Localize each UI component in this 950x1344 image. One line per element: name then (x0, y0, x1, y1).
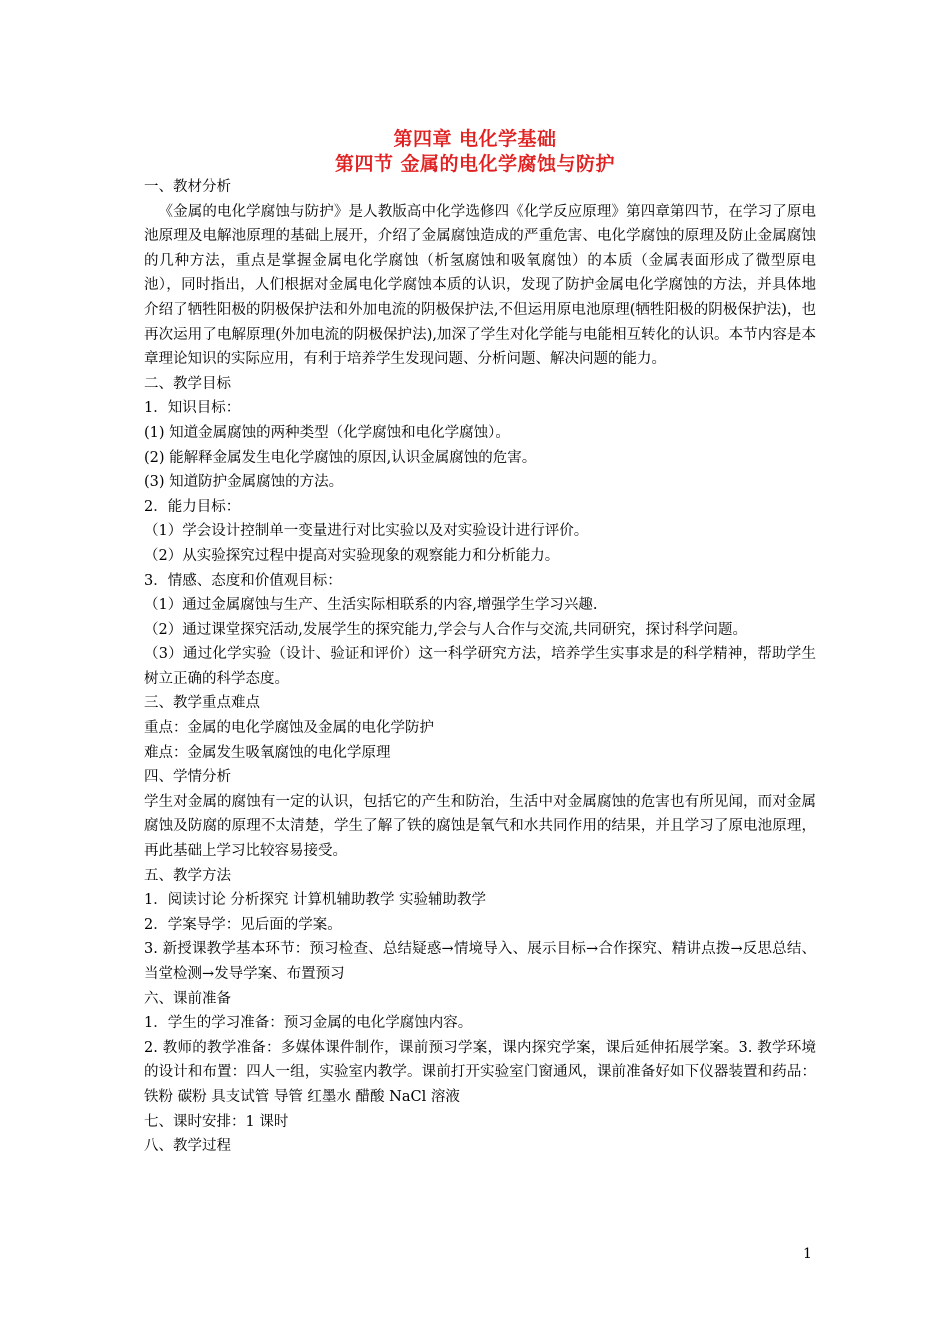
subheading-knowledge-goals: 1．知识目标： (144, 400, 241, 417)
paragraph-textbook-analysis: 《金属的电化学腐蚀与防护》是人教版高中化学选修四《化学反应原理》第四章第四节，在学习了原电池原理及电解池原理的基础上展开，介绍了金属腐蚀造成的严重危害、电化学腐蚀的原理及防止金属腐蚀的几种方法，重点是掌握金属电化学腐蚀（析氢腐蚀和吸氧腐蚀）的本质（金属表面形成了微型原电池），同时指出，人们根据对金属电化学腐蚀本质的认识，发现了防护金属电化学腐蚀的方法，并具体地介绍了牺牲阳极的阴极保护法和外加电流的阴极保护法,不但运用原电池原理(牺牲阳极的阴极保护法)，也再次运用了电解原理(外加电流的阴极保护法),加深了学生对化学能与电能相互转化的认识。本节内容是本章理论知识的实际应用，有利于培养学生发现问题、分析问题、解决问题的能力。 (144, 203, 816, 368)
list-item: （3）通过化学实验（设计、验证和评价）这一科学研究方法，培养学生实事求是的科学精神，帮助学生树立正确的科学态度。 (144, 646, 816, 687)
subheading-ability-goals: 2．能力目标： (144, 498, 241, 515)
page-number: 1 (803, 1246, 812, 1262)
list-item: (3) 知道防护金属腐蚀的方法。 (144, 474, 344, 491)
heading-student-analysis: 四、学情分析 (144, 769, 231, 786)
list-item: (1) 知道金属腐蚀的两种类型（化学腐蚀和电化学腐蚀）。 (144, 424, 510, 441)
heading-schedule: 七、课时安排：1 课时 (144, 1113, 289, 1130)
key-point: 重点：金属的电化学腐蚀及金属的电化学防护 (144, 720, 434, 737)
document-body (144, 175, 816, 1159)
heading-teaching-goals: 二、教学目标 (144, 375, 231, 392)
subheading-attitude-goals: 3．情感、态度和价值观目标： (144, 572, 342, 589)
list-item: 2．学案导学：见后面的学案。 (144, 916, 342, 933)
list-item: 1．阅读讨论 分析探究 计算机辅助教学 实验辅助教学 (144, 892, 487, 909)
list-item: 1．学生的学习准备：预习金属的电化学腐蚀内容。 (144, 1015, 473, 1032)
list-item: （2）通过课堂探究活动,发展学生的探究能力,学会与人合作与交流,共同研究，探讨科学问题。 (144, 621, 748, 638)
list-item: 2. 教师的教学准备：多媒体课件制作，课前预习学案，课内探究学案，课后延伸拓展学案。3. 教学环境的设计和布置：四人一组，实验室内教学。课前打开实验室门窗通风，课前准备好如下仪器装置和药品：铁粉 碳粉 具支试管 导管 红墨水 醋酸 NaCl 溶液 (144, 1039, 816, 1105)
heading-teaching-process: 八、教学过程 (144, 1138, 231, 1155)
chapter-title: 第四章 电化学基础 (393, 128, 557, 150)
list-item: (2) 能解释金属发生电化学腐蚀的原因,认识金属腐蚀的危害。 (144, 449, 537, 466)
difficult-point: 难点：金属发生吸氧腐蚀的电化学原理 (144, 744, 391, 761)
list-item: 3. 新授课教学基本环节：预习检查、总结疑惑→情境导入、展示目标→合作探究、精讲点拨→反思总结、当堂检测→发导学案、布置预习 (144, 941, 816, 982)
list-item: （1）通过金属腐蚀与生产、生活实际相联系的内容,增强学生学习兴趣. (144, 597, 598, 614)
heading-teaching-methods: 五、教学方法 (144, 867, 231, 884)
list-item: （1）学会设计控制单一变量进行对比实验以及对实验设计进行评价。 (144, 523, 589, 540)
heading-key-points: 三、教学重点难点 (144, 695, 260, 712)
section-title: 第四节 金属的电化学腐蚀与防护 (334, 153, 616, 175)
paragraph-student-analysis: 学生对金属的腐蚀有一定的认识，包括它的产生和防治，生活中对金属腐蚀的危害也有所见闻，而对金属腐蚀及防腐的原理不太清楚，学生了解了铁的腐蚀是氧气和水共同作用的结果，并且学习了原电池原理，再此基础上学习比较容易接受。 (144, 793, 816, 860)
heading-preparation: 六、课前准备 (144, 990, 231, 1007)
list-item: （2）从实验探究过程中提高对实验现象的观察能力和分析能力。 (144, 547, 560, 564)
heading-textbook-analysis: 一、教材分析 (144, 179, 231, 195)
